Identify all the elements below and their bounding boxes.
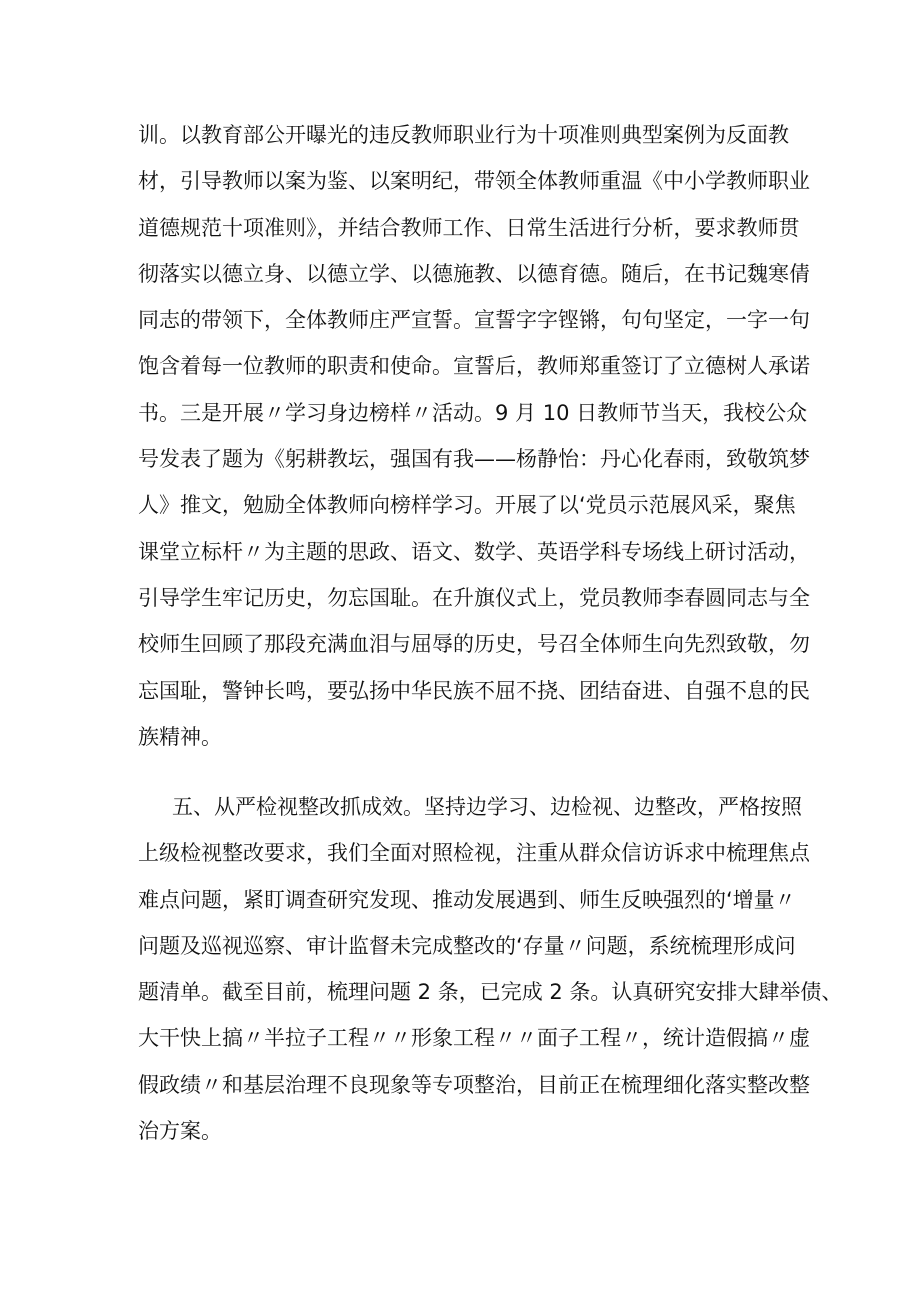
- text-line: 族精神。: [138, 724, 222, 749]
- text-line: 忘国耻，警钟长鸣，要弘扬中华民族不屈不挠、团结奋进、自强不息的民: [138, 678, 810, 703]
- text-line: 道德规范十项准则》，并结合教师工作、日常生活进行分析，要求教师贯: [138, 215, 800, 240]
- text-line: 大干快上搞〃半拉子工程〃〃形象工程〃〃面子工程〃，统计造假搞〃虚: [138, 1026, 810, 1051]
- text-line: 训。以教育部公开曝光的违反教师职业行为十项准则典型案例为反面教: [138, 123, 789, 147]
- text-line: 彻落实以德立身、以德立学、以德施教、以德育德。随后，在书记魏寒倩: [138, 261, 810, 286]
- text-line: 假政绩〃和基层治理不良现象等专项整治，目前正在梳理细化落实整改整: [138, 1072, 810, 1097]
- text-line: 号发表了题为《躬耕教坛，强国有我——杨静怡：丹心化春雨，致敬筑梦: [138, 447, 810, 472]
- text-line: 校师生回顾了那段充满血泪与屈辱的历史，号召全体师生向先烈致敬，勿: [138, 632, 810, 657]
- paragraph-continuation: [138, 112, 810, 760]
- text-line: 人》推文，勉励全体教师向榜样学习。开展了以‘党员示范展风采，聚焦: [138, 493, 796, 518]
- text-line: 课堂立标杆〃为主题的思政、语文、数学、英语学科专场线上研讨活动，: [138, 539, 810, 564]
- text-line: 上级检视整改要求，我们全面对照检视，注重从群众信访诉求中梳理焦点: [138, 841, 810, 866]
- text-line: 材，引导教师以案为鉴、以案明纪，带领全体教师重温《中小学教师职业: [138, 169, 810, 194]
- text-line: 题清单。截至目前，梳理问题 2 条，已完成 2 条。认真研究安排大肆举债、: [138, 980, 843, 1005]
- text-line: 难点问题，紧盯调查研究发现、推动发展遇到、师生反映强烈的‘增量〃: [138, 887, 796, 912]
- text-line: 同志的带领下，全体教师庄严宣誓。宣誓字字铿锵，句句坚定，一字一句: [138, 308, 810, 333]
- text-line: 书。三是开展〃学习身边榜样〃活动。9 月 10 日教师节当天，我校公众: [138, 400, 808, 425]
- text-line: 饱含着每一位教师的职责和使命。宣誓后，教师郑重签订了立德树人承诺: [138, 354, 810, 379]
- text-line: 问题及巡视巡察、审计监督未完成整改的‘存量〃问题，系统梳理形成问: [138, 933, 796, 958]
- section-heading-line: 五、从严检视整改抓成效。坚持边学习、边检视、边整改，严格按照: [172, 795, 802, 819]
- text-line: 引导学生牢记历史，勿忘国耻。在升旗仪式上，党员教师李春圆同志与全: [138, 585, 810, 610]
- text-line: 治方案。: [138, 1119, 222, 1144]
- paragraph-section-five: [138, 784, 843, 1154]
